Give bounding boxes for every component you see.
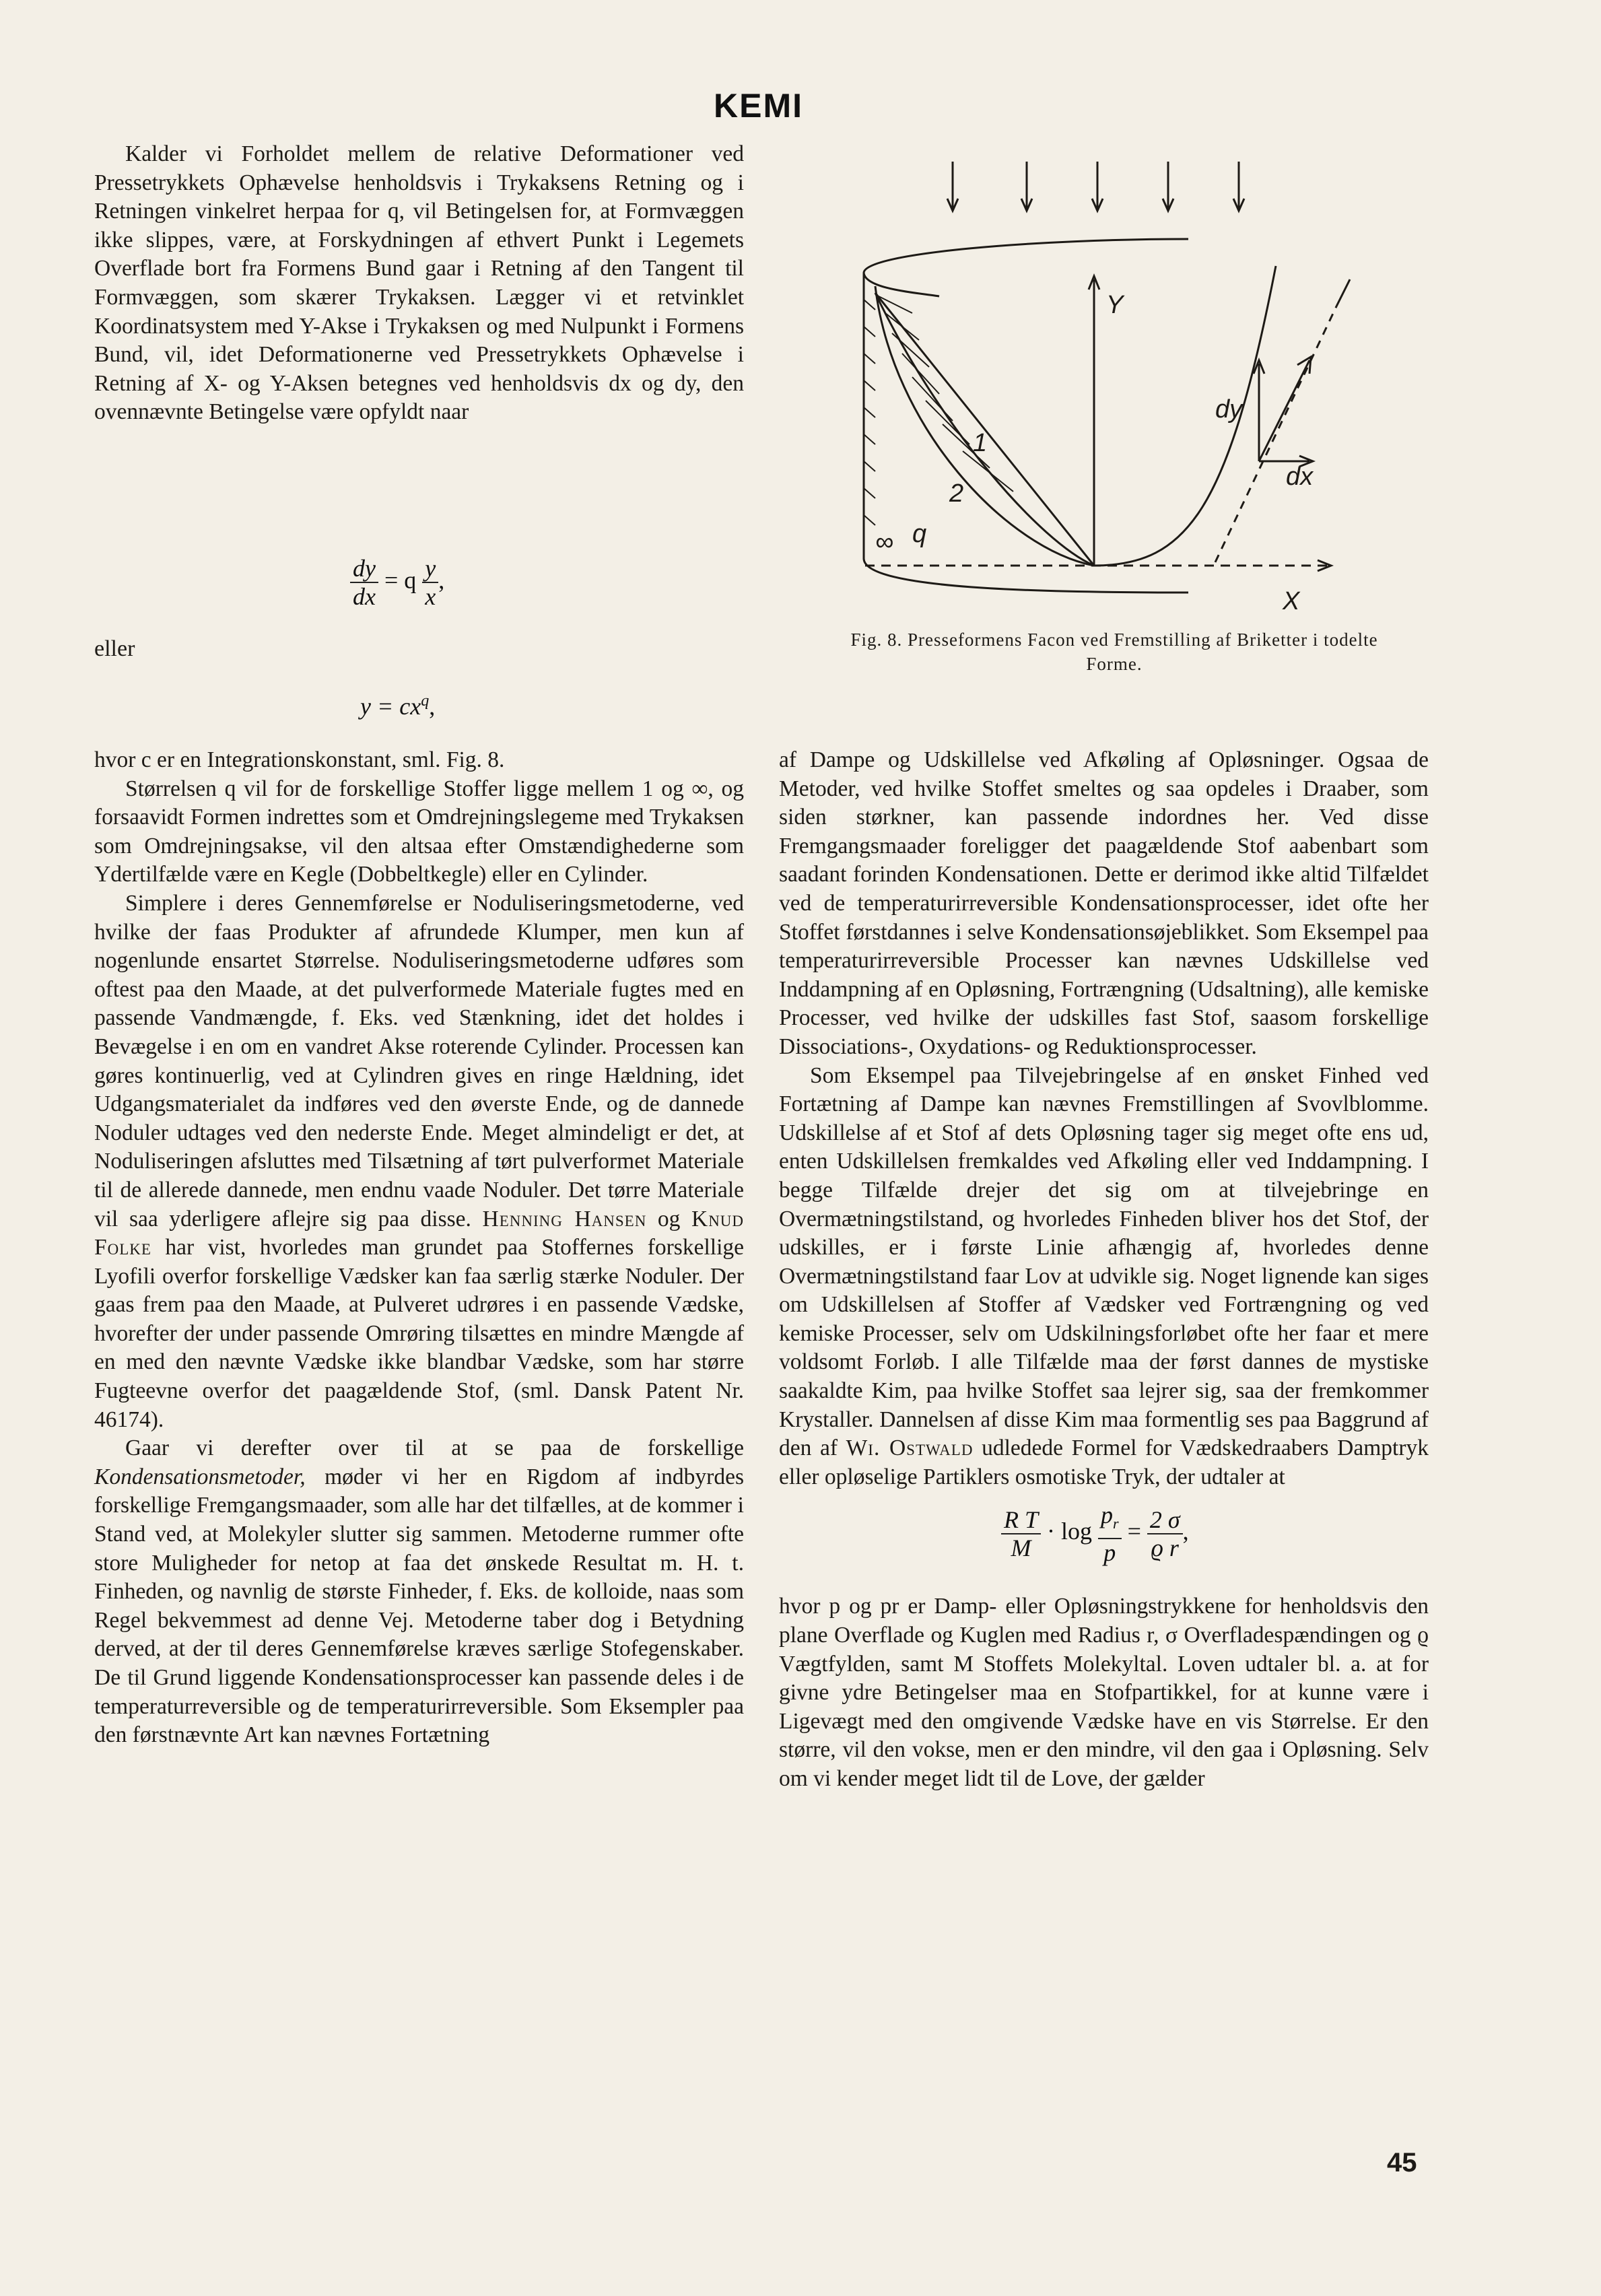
figure-caption: Fig. 8. Presseformens Facon ved Fremstilling af Briketter i todelte Forme. [850, 630, 1378, 674]
formula-M: M [1011, 1534, 1031, 1562]
label-2: 2 [949, 479, 964, 508]
label-dx: dx [1286, 463, 1314, 491]
label-dy: dy [1215, 395, 1243, 424]
label-infinity: ∞ [875, 528, 894, 556]
paragraph-q-size: Størrelsen q vil for de forskellige Stoffer ligge mellem 1 og ∞, og forsaavidt Formen indrettes som et Omdrejningslegeme med Trykaksen som Omdrejningsakse, vil den altsaa efter Omstændighederne som Ydertilfælde være en Kegle (Dobbeltkegle) eller en Cylinder. [94, 776, 744, 887]
formula-comma-2: , [1182, 1518, 1189, 1545]
paragraph-nodulisering [94, 889, 744, 1434]
formula-p: p [1103, 1539, 1116, 1566]
running-header: KEMI [714, 87, 803, 125]
eller-text: eller [94, 636, 135, 661]
formula2-comma: , [429, 693, 436, 720]
ostwald-formula [779, 1491, 1429, 1592]
label-X: X [1283, 587, 1300, 615]
author-knud-folke: Knud Folke [94, 1206, 745, 1260]
label-1: 1 [973, 429, 988, 457]
nodulisering-text-b: har vist, hvorledes man grundet paa Stoffernes forskellige Lyofili overfor forskellige Vædsker kan faa særlig stærke Noduler. Der gaas frem paa den Maade, at Pulveret udrøres i en passende Vædske, hvorefter der under passende Omrøring tilsættes en mindre Mængde af en med den nævnte Vædske ikke blandbar Vædske, som har større Fugteevne overfor det paagældende Stof, (sml. Dansk Patent Nr. 46174). [94, 1235, 745, 1432]
left-column-bottom [94, 746, 744, 1750]
label-q: q [912, 520, 927, 548]
formula-eq-q: = q [384, 566, 417, 594]
paragraph-damp-tryk: hvor p og pr er Damp- eller Opløsningstrykkene for henholdsvis den plane Overflade og Kuglen med Radius r, σ Overfladespændingen og ϱ Vægtfylden, samt M Stoffets Molekyltal. Loven udtaler bl. a. at for givne ydre Betingelser maa en Stofpartikkel, for at kunne være i Ligevægt med den omgivende Vædske have en vis Størrelse. Er den større, vil den vokse, men er den mindre, vil den gaa i Opløsning. Selv om vi kender meget lidt til de Love, der gælder [779, 1594, 1429, 1791]
paragraph-dampe: af Dampe og Udskillelse ved Afkøling af Opløsninger. Ogsaa de Metoder, ved hvilke Stoffet smeltes og saa opdeles i Draaber, som siden størkner, kan passende indordnes her. Ved disse Fremgangsmaader foreligger det paagældende Stof aabenbart som saadant forinden Kondensationen. Dette er derimod ikke altid Tilfældet ved de temperaturirreversible Kondensationsprocesser, idet ofte her Stoffet førstdannes i selve Kondensationsøjeblikket. Som Eksempel paa temperaturirreversible Processer kan nævnes Udskillelse ved Inddampning af en Opløsning, Fortrængning (Udsaltning), alle kemiske Processer, ved hvilke der udskilles fast Stof, saasom forskellige Dissociations-, Oxydations- og Reduktionsprocesser. [779, 747, 1429, 1059]
formula-dy-dx [350, 555, 444, 610]
kondensation-text-b: møder vi her en Rigdom af indbyrdes forskellige Fremgangsmaader, som alle har det tilfælles, at de kommer i Stand ved, at Molekyler slutter sig sammen. Metoderne rummer ofte store Muligheder for netop at faa det ønskede Resultat m. H. t. Finheden, og navnlig de største Finheder, f. Eks. de kolloide, naas som Regel bekvemmest ad denne Vej. Metoderne taber dog i Betydning derved, at der til deres Gennemførelse kræves særlige Stofegenskaber. De til Grund liggende Kondensationsprocesser kan passende deles i de temperaturreversible og de temperaturirreversible. Som Eksempler paa den førstnævnte Art kan nævnes Fortætning [94, 1464, 744, 1748]
page-number: 45 [1387, 2148, 1417, 2177]
formula-comma: , [438, 566, 445, 594]
author-ostwald: Wi. Ostwald [846, 1436, 974, 1461]
eksempel-text-a: Som Eksempel paa Tilvejebringelse af en ønsket Finhed ved Fortætning af Dampe kan nævnes Fremstillingen af Svovlblomme. Udskillelse af et Stof af dets Opløsning tager sig meget ofte ens ud, enten Udskillelsen fremkaldes ved Afkøling eller ved Inddampning. I begge Tilfælde drejer det sig om at tilvejebringe en Overmætningstilstand, og hvorledes Finheden bliver hos det Stof, der udskilles, er i første Linie afhængig af, hvorledes denne Overmætningstilstand faar Lov at udvikle sig. Noget lignende kan siges om Udskillelsen af Stoffer af Vædsker ved Fortrængning og ved kemiske Processer, selv om Udskilningsforløbet ofte her faar et mere voldsomt Forløb. I alle Tilfælde maa der først dannes de mystiske saakaldte Kim, paa hvilke Stoffet saa lejrer sig, saa der fremkommer Krystaller. Dannelsen af disse Kim maa formentlig ses paa Baggrund af den af [779, 1062, 1429, 1461]
paragraph-kondensation [94, 1434, 744, 1750]
paragraph-integration: hvor c er en Integrationskonstant, sml. Fig. 8. [94, 747, 505, 772]
kondensation-text-a: Gaar vi derefter over til at se paa de forskellige [125, 1436, 744, 1461]
kondensation-emphasis: Kondensationsmetoder, [94, 1464, 306, 1489]
formula-y: y [422, 555, 438, 583]
formula-log: · log [1047, 1518, 1093, 1545]
intro-paragraph: Kalder vi Forholdet mellem de relative Deformationer ved Pressetrykkets Ophævelse henholdsvis i Trykaksens Retning og i Retningen vinkelret herpaa for q, vil Betingelsen for, at Formvæggen ikke slippes, være, at Forskydningen af ethvert Punkt i Legemets Overflade bort fra Formens Bund gaar i Retning af den Tangent til Formvæggen, som skærer Trykaksen. Lægger vi et retvinklet Koordinatsystem med Y-Akse i Trykaksen og med Nulpunkt i Formens Bund, vil, idet Deformationerne ved Pressetrykkets Ophævelse i Retning af X- og Y-Aksen betegnes ved henholdsvis dx og dy, den ovennævnte Betingelse være opfyldt naar [94, 141, 744, 425]
formula-dx: dx [353, 583, 376, 610]
formula-pr: p [1101, 1501, 1114, 1529]
formula-dy: dy [350, 555, 378, 583]
label-Y: Y [1106, 291, 1124, 319]
nodulisering-text-a: Simplere i deres Gennemførelse er Noduliseringsmetoderne, ved hvilke der faas Produkter af afrundede Klumper, men kun af nogenlunde ensartet Størrelse. Noduliseringsmetoderne udføres som oftest paa den Maade, at det pulverformede Materiale fugtes med en passende Vandmængde, f. Eks. ved Stænkning, idet det holdes i Bevægelse i en om en vandret Akse roterende Cylinder. Processen kan gøres kontinuerlig, ved at Cylindren gives en ringe Hældning, idet Udgangsmaterialet da indføres ved den øverste Ende, og de dannede Noduler udtages ved den nederste Ende. Meget almindeligt er det, at Noduliseringen afsluttes med Tilsætning af tørt pulverformet Materiale til de allerede dannede, men endnu vaade Noduler. Det tørre Materiale vil saa yderligere aflejre sig paa disse. [94, 890, 744, 1231]
paragraph-eksempel [779, 1062, 1429, 1492]
right-column [779, 746, 1429, 1794]
formula-x: x [425, 583, 436, 610]
formula-2sigma: 2 σ [1147, 1506, 1183, 1534]
formula-rho-r: ϱ r [1151, 1534, 1179, 1562]
formula-y-cxq [360, 692, 435, 720]
formula-RT: R T [1001, 1506, 1041, 1534]
og-text: og [657, 1206, 681, 1231]
formula2-text: y = cx [360, 693, 421, 720]
author-henning-hansen: Henning Hansen [482, 1206, 647, 1231]
eksempel-text-b: udledede Formel for Vædskedraabers Damptryk eller opløselige Partiklers osmotiske Tryk, der udtaler at [779, 1436, 1429, 1489]
pressure-arrows [947, 162, 1244, 211]
press-form-diagram [838, 145, 1377, 616]
formula2-sup: q [421, 692, 430, 710]
formula-pr-sub: r [1113, 1515, 1119, 1532]
formula-equals: = [1127, 1518, 1141, 1545]
left-column-top [94, 140, 744, 427]
